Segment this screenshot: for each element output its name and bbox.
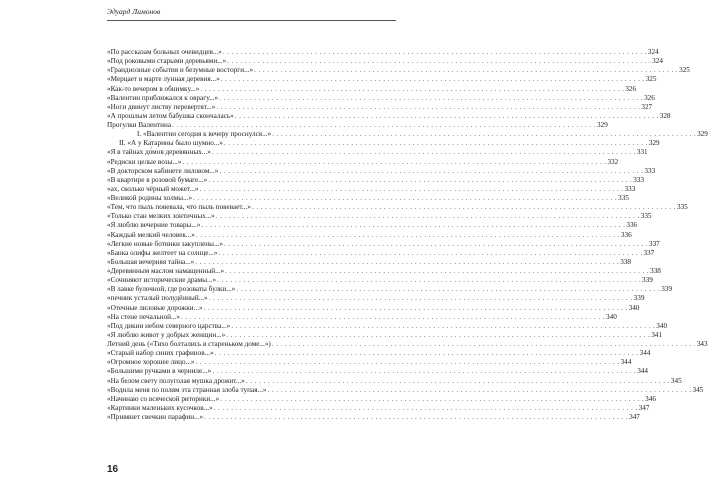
- toc-entry-page: 347: [638, 403, 650, 412]
- toc-dot-leader: [200, 85, 624, 94]
- toc-entry-title: «Редиски целые возы...»: [107, 157, 182, 166]
- toc-entry-page: 332: [607, 157, 619, 166]
- toc-entry-page: 344: [620, 358, 632, 367]
- toc-dot-leader: [217, 276, 641, 285]
- toc-entry-page: 335: [676, 203, 688, 212]
- toc-entry-page: 345: [670, 376, 682, 385]
- toc-dot-leader: [254, 66, 678, 75]
- toc-entry: [107, 276, 653, 285]
- toc-dot-leader: [225, 267, 649, 276]
- toc-dot-leader: [204, 413, 628, 422]
- toc-entry-page: 327: [641, 102, 653, 111]
- toc-entry-page: 336: [620, 230, 632, 239]
- toc-entry-title: «Я в тайнах до́мов деревянных...»: [107, 148, 211, 157]
- toc-dot-leader: [214, 404, 638, 413]
- toc-entry: [107, 285, 673, 294]
- toc-dot-leader: [196, 231, 620, 240]
- toc-entry-page: 337: [648, 239, 660, 248]
- toc-entry-title: «Водила меня по полям эта странная злоба тупая...»: [107, 385, 267, 394]
- toc-dot-leader: [181, 313, 605, 322]
- toc-dot-leader: [219, 94, 643, 103]
- toc-entry: [107, 166, 656, 176]
- toc-entry-title: «Я люблю вечерние товары...»: [107, 221, 201, 230]
- toc-dot-leader: [246, 377, 670, 386]
- toc-entry: [107, 194, 629, 203]
- toc-dot-leader: [215, 349, 639, 358]
- toc-dot-leader: [235, 112, 659, 121]
- toc-entry: [107, 321, 668, 331]
- toc-entry-title: «Валентин приближался к оврагу...»: [107, 93, 219, 102]
- toc-entry-page: 329: [697, 130, 708, 139]
- toc-entry-title: «По рассказам больных очевидцев...»: [107, 48, 222, 56]
- toc-dot-leader: [209, 294, 633, 303]
- toc-dot-leader: [216, 212, 640, 221]
- toc-entry-page: 329: [597, 121, 608, 129]
- toc-dot-leader: [212, 148, 636, 157]
- toc-entry-title: «В докторском кабинете лиловом...»: [107, 166, 219, 175]
- toc-entry-title: «Огромное хорошее лицо...»: [107, 358, 195, 367]
- toc-entry: [107, 376, 682, 386]
- toc-entry-page: 325: [679, 66, 690, 75]
- toc-entry: [107, 66, 690, 75]
- toc-entry: [107, 394, 656, 404]
- toc-entry-title: «Легкие новые ботинки закуплены...»: [107, 239, 223, 248]
- header-rule: [107, 20, 396, 21]
- toc-entry: [107, 130, 708, 139]
- toc-entry-page: 343: [696, 340, 708, 348]
- toc-entry-page: 346: [645, 394, 656, 403]
- toc-dot-leader: [224, 240, 648, 249]
- toc-entry-title: «Грандиозные события и безумные восторги...»: [107, 66, 254, 75]
- toc-entry: [107, 358, 632, 367]
- toc-entry: [107, 93, 655, 103]
- toc-dot-leader: [182, 158, 606, 167]
- table-of-contents: [107, 48, 708, 422]
- toc-entry-page: 326: [625, 84, 637, 93]
- toc-entry: [107, 403, 650, 413]
- toc-entry-title: «Тем, что пыль повевала, что пыль повевает...»: [107, 203, 251, 212]
- toc-entry: [107, 48, 659, 57]
- toc-entry: [107, 157, 619, 167]
- toc-entry-title: «На стене печальной...»: [107, 312, 180, 321]
- toc-entry: [107, 75, 657, 84]
- toc-entry-title: «В лавке булочной, где розоваты булки...»: [107, 285, 236, 294]
- toc-entry-title: «Как-то вечером в обнимку...»: [107, 84, 200, 93]
- toc-entry: [107, 184, 636, 194]
- toc-entry: [107, 267, 661, 276]
- toc-dot-leader: [224, 139, 648, 148]
- toc-entry-title: «Деревянным маслом намащенный...»: [107, 267, 225, 275]
- toc-entry-page: 340: [628, 303, 640, 312]
- toc-entry-title: «А прошлым летом бабушка скончалась»: [107, 111, 234, 120]
- toc-entry: [107, 385, 704, 395]
- toc-entry-page: 328: [659, 111, 671, 120]
- toc-entry: [107, 413, 640, 422]
- toc-entry-title: «Картинки маленьких кусочков...»: [107, 403, 213, 412]
- toc-entry-title: «ах, сколько чёрный может...»: [107, 184, 199, 193]
- toc-entry-title: I. «Валентин сегодня к вечеру проснулся...»: [137, 130, 272, 139]
- toc-dot-leader: [220, 395, 644, 404]
- toc-entry: [107, 239, 660, 249]
- toc-dot-leader: [195, 258, 619, 267]
- toc-entry-title: «На белом свету полуголая мушка дрожит...»: [107, 376, 245, 385]
- toc-entry-page: 339: [661, 285, 673, 294]
- toc-entry-title: «Каждый мелкий человек...»: [107, 230, 195, 239]
- toc-entry-title: «Большая вечерняя тайна...»: [107, 257, 195, 266]
- toc-dot-leader: [204, 304, 628, 313]
- page-number: 16: [107, 464, 119, 475]
- toc-entry-page: 324: [652, 57, 663, 66]
- toc-entry-title: «Только стан мелких зонтичных...»: [107, 212, 215, 221]
- toc-entry: [107, 121, 608, 130]
- toc-dot-leader: [216, 103, 640, 112]
- toc-entry-page: 344: [637, 367, 648, 376]
- toc-dot-leader: [236, 285, 660, 294]
- toc-entry-title: Прогулки Валентина: [107, 121, 172, 129]
- toc-entry: [107, 340, 708, 349]
- toc-entry-page: 326: [644, 93, 655, 102]
- toc-entry-title: «Банка олифы желтеет на солнце...»: [107, 248, 218, 257]
- toc-entry: [107, 203, 688, 212]
- toc-entry-page: 325: [645, 75, 657, 84]
- toc-entry: [107, 294, 645, 303]
- toc-entry-page: 335: [640, 212, 652, 221]
- toc-entry-title: «Под дикии небом северного царства...»: [107, 321, 231, 330]
- toc-entry-page: 337: [643, 248, 655, 257]
- toc-entry-title: «Великой родины холмы...»: [107, 194, 193, 202]
- toc-entry-page: 341: [651, 330, 662, 339]
- toc-entry-page: 336: [626, 221, 638, 230]
- toc-dot-leader: [218, 249, 642, 258]
- toc-entry-page: 333: [644, 166, 656, 175]
- toc-dot-leader: [219, 167, 643, 176]
- toc-entry-title: «Я люблю живот у добрых женщин...»: [107, 330, 226, 339]
- toc-entry-page: 324: [647, 48, 659, 56]
- toc-entry-page: 345: [692, 385, 704, 394]
- toc-entry: [107, 248, 655, 258]
- toc-dot-leader: [172, 121, 596, 130]
- toc-entry-page: 333: [624, 184, 636, 193]
- toc-entry-title: «Большими ручками в чернилe...»: [107, 367, 212, 376]
- running-head-author: Эдуард Лимонов: [107, 7, 161, 16]
- toc-entry-title: «Отечные лиловые дорожки...»: [107, 303, 203, 312]
- toc-dot-leader: [200, 185, 624, 194]
- toc-dot-leader: [227, 57, 651, 66]
- toc-entry-page: 347: [629, 413, 640, 421]
- toc-entry: [107, 230, 632, 240]
- toc-entry: [107, 303, 640, 313]
- toc-entry-page: 333: [633, 175, 644, 184]
- toc-dot-leader: [201, 221, 625, 230]
- toc-entry-title: «Старый набор синих графинов...»: [107, 349, 214, 358]
- toc-entry-page: 340: [606, 312, 617, 321]
- toc-dot-leader: [231, 322, 655, 331]
- toc-entry: [107, 257, 631, 267]
- toc-entry: [107, 330, 662, 340]
- toc-dot-leader: [193, 194, 617, 203]
- toc-entry-page: 331: [636, 148, 648, 157]
- toc-entry: [107, 221, 638, 230]
- toc-dot-leader: [252, 203, 676, 212]
- toc-entry: [107, 111, 671, 121]
- toc-entry-title: «Мерцает в марте лунная деревня...»: [107, 75, 220, 84]
- toc-entry-page: 338: [650, 267, 661, 275]
- toc-entry: [107, 102, 653, 112]
- toc-entry: [107, 367, 648, 376]
- toc-entry: [107, 139, 660, 148]
- toc-entry-page: 339: [642, 276, 653, 285]
- toc-entry-title: «печник усталый полудённый...»: [107, 294, 208, 303]
- toc-entry: [107, 84, 637, 94]
- toc-dot-leader: [196, 358, 620, 367]
- toc-dot-leader: [208, 176, 632, 185]
- toc-dot-leader: [212, 367, 636, 376]
- toc-entry-title: «Сочиняют исторические драмы...»: [107, 276, 217, 285]
- toc-dot-leader: [221, 75, 645, 84]
- toc-entry-title: II. «А у Катарины было шумно...»: [119, 139, 223, 148]
- toc-entry: [107, 57, 663, 66]
- toc-dot-leader: [267, 386, 691, 395]
- toc-entry: [107, 175, 644, 185]
- toc-entry-title: Летний день («Тихо болтались в стареньком доме...»): [107, 340, 271, 348]
- toc-entry-title: «Начинаю со всяческой риторики...»: [107, 394, 220, 403]
- toc-entry: [107, 148, 648, 157]
- toc-entry-page: 339: [633, 294, 645, 303]
- toc-entry-page: 338: [620, 257, 631, 266]
- toc-entry: [107, 212, 652, 221]
- toc-entry-page: 329: [648, 139, 660, 148]
- toc-dot-leader: [223, 48, 647, 57]
- toc-entry-page: 344: [639, 349, 651, 358]
- toc-entry-page: 335: [618, 194, 629, 202]
- toc-entry-page: 340: [656, 321, 668, 330]
- toc-dot-leader: [272, 340, 696, 349]
- toc-dot-leader: [226, 331, 650, 340]
- toc-entry: [107, 349, 651, 358]
- toc-entry-title: «В квартире в розовой бумаге...»: [107, 175, 208, 184]
- toc-dot-leader: [272, 130, 696, 139]
- toc-entry-title: «Привянет свечкин парафин...»: [107, 413, 204, 421]
- toc-entry-title: «Ноги двинут листву перевертят...»: [107, 102, 216, 111]
- toc-entry-title: «Под роковыми старыми деревьями...»: [107, 57, 227, 66]
- toc-entry: [107, 312, 617, 322]
